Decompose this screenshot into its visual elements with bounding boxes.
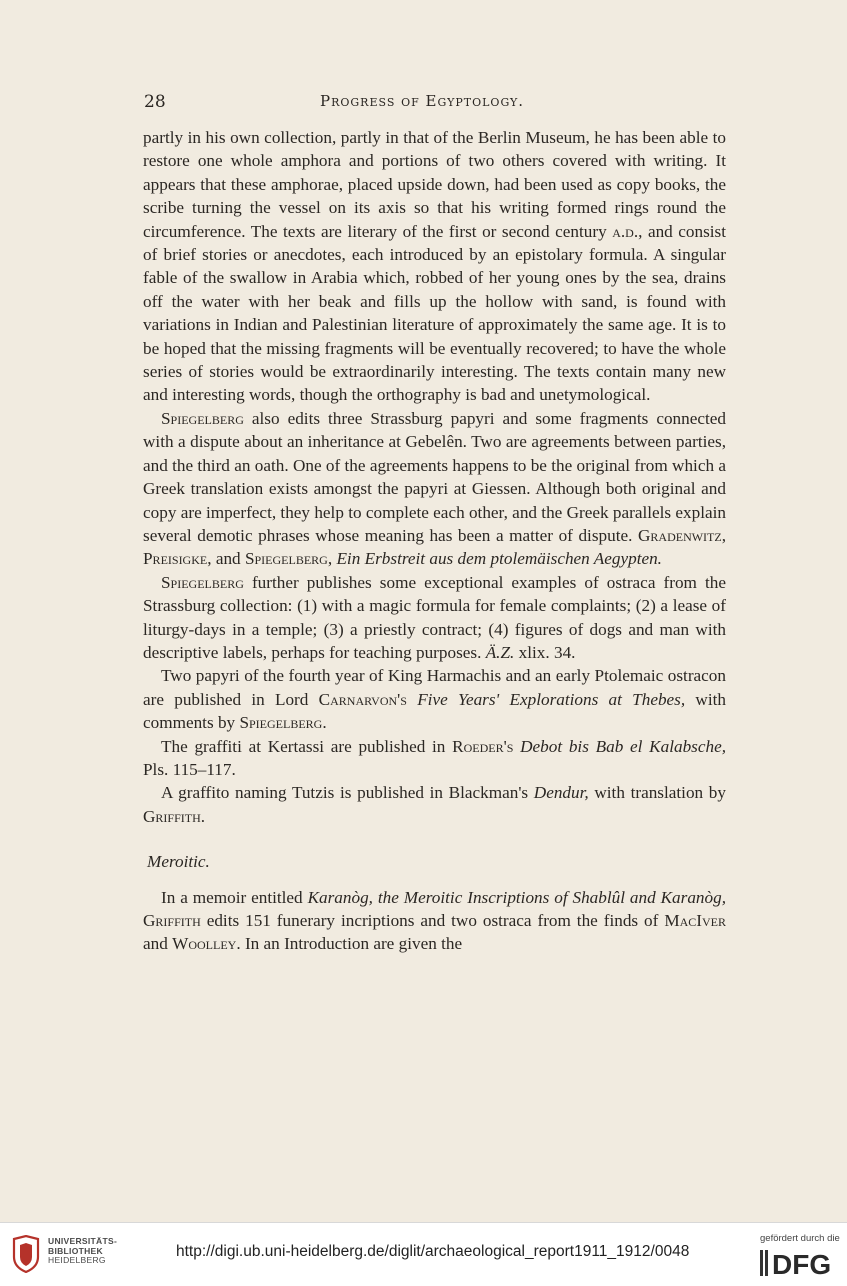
university-seal-icon (10, 1235, 42, 1273)
paragraph: A graffito naming Tutzis is published in Blackman's Dendur, with translation by Griffith. (143, 783, 726, 826)
paragraph: Two papyri of the fourth year of King Harmachis and an early Ptolemaic ostracon are published in Lord Carnarvon's Five Years' Explorations at Thebes, with comments by Spiegelberg. (143, 666, 726, 733)
paragraph: Spiegelberg also edits three Strassburg papyri and some fragments connected with a dispute about an inheritance at Gebelên. Two are agreements between parties, and the third an oath. One of the agreements happens to be the original from which a Greek translation exists amongst the papyri at Giessen. Although both original and copy are imperfect, they help to complete each other, and the Greek parallels explain several demotic phrases whose meaning has been a matter of dispute. Gradenwitz, Preisigke, and Spiegelberg, Ein Erbstreit aus dem ptolemäischen Aegypten. (143, 408, 727, 569)
page-number: 28 (144, 92, 166, 112)
funded-by-label: gefördert durch die (760, 1233, 840, 1244)
paragraph: Spiegelberg further publishes some exceptional examples of ostraca from the Strassburg collection: (1) with a magic formula for female complaints; (2) a lease of liturgy-days in a temple; (3) a priestly contract; (4) figures of dogs and man with descriptive labels, perhaps for teaching purposes. Ä.Z. xlix. 34. (143, 572, 726, 662)
section-heading: Meroitic. (147, 852, 210, 872)
body-text (143, 126, 726, 956)
running-head (0, 92, 847, 116)
permalink-url[interactable]: http://digi.ub.uni-heidelberg.de/diglit/archaeological_report1911_1912/0048 (176, 1243, 690, 1260)
paragraph: partly in his own collection, partly in that of the Berlin Museum, he has been able to restore one whole amphora and portions of two others covered with writing. It appears that these amphorae, placed upside down, had been used as copy books, the scribe turning the vessel on its axis so that his writing formed rings round the circumference. The texts are literary of the first or second century a.d., and consist of brief stories or anecdotes, each introduced by an epistolary formula. A singular fable of the swallow in Arabia which, robbed of her young ones by the sea, drains off the water with her beak and fills up the hollow with sand, is found with variations in Indian and Palestinian literature of approximately the same age. It is to be hoped that the missing fragments will be eventually recovered; to have the whole series of stories would be extraordinarily interesting. The texts contain many new and interesting words, though the orthography is bad and unetymological. (143, 128, 727, 405)
running-title: Progress of Egyptology. (320, 92, 525, 110)
paragraph: In a memoir entitled Karanòg, the Meroitic Inscriptions of Shablûl and Karanòg, Griffith edits 151 funerary incriptions and two ostraca from the finds of MacIver and Woolley. In an Introduction are given the (143, 887, 727, 954)
footer-bar (0, 1222, 847, 1286)
dfg-logo (760, 1248, 836, 1278)
paragraph: The graffiti at Kertassi are published in Roeder's Debot bis Bab el Kalabsche, Pls. 115–117. (143, 736, 727, 779)
library-logo-text: UNIVERSITÄTS- BIBLIOTHEK HEIDELBERG (48, 1236, 118, 1265)
funder-name: DFG (772, 1249, 832, 1278)
